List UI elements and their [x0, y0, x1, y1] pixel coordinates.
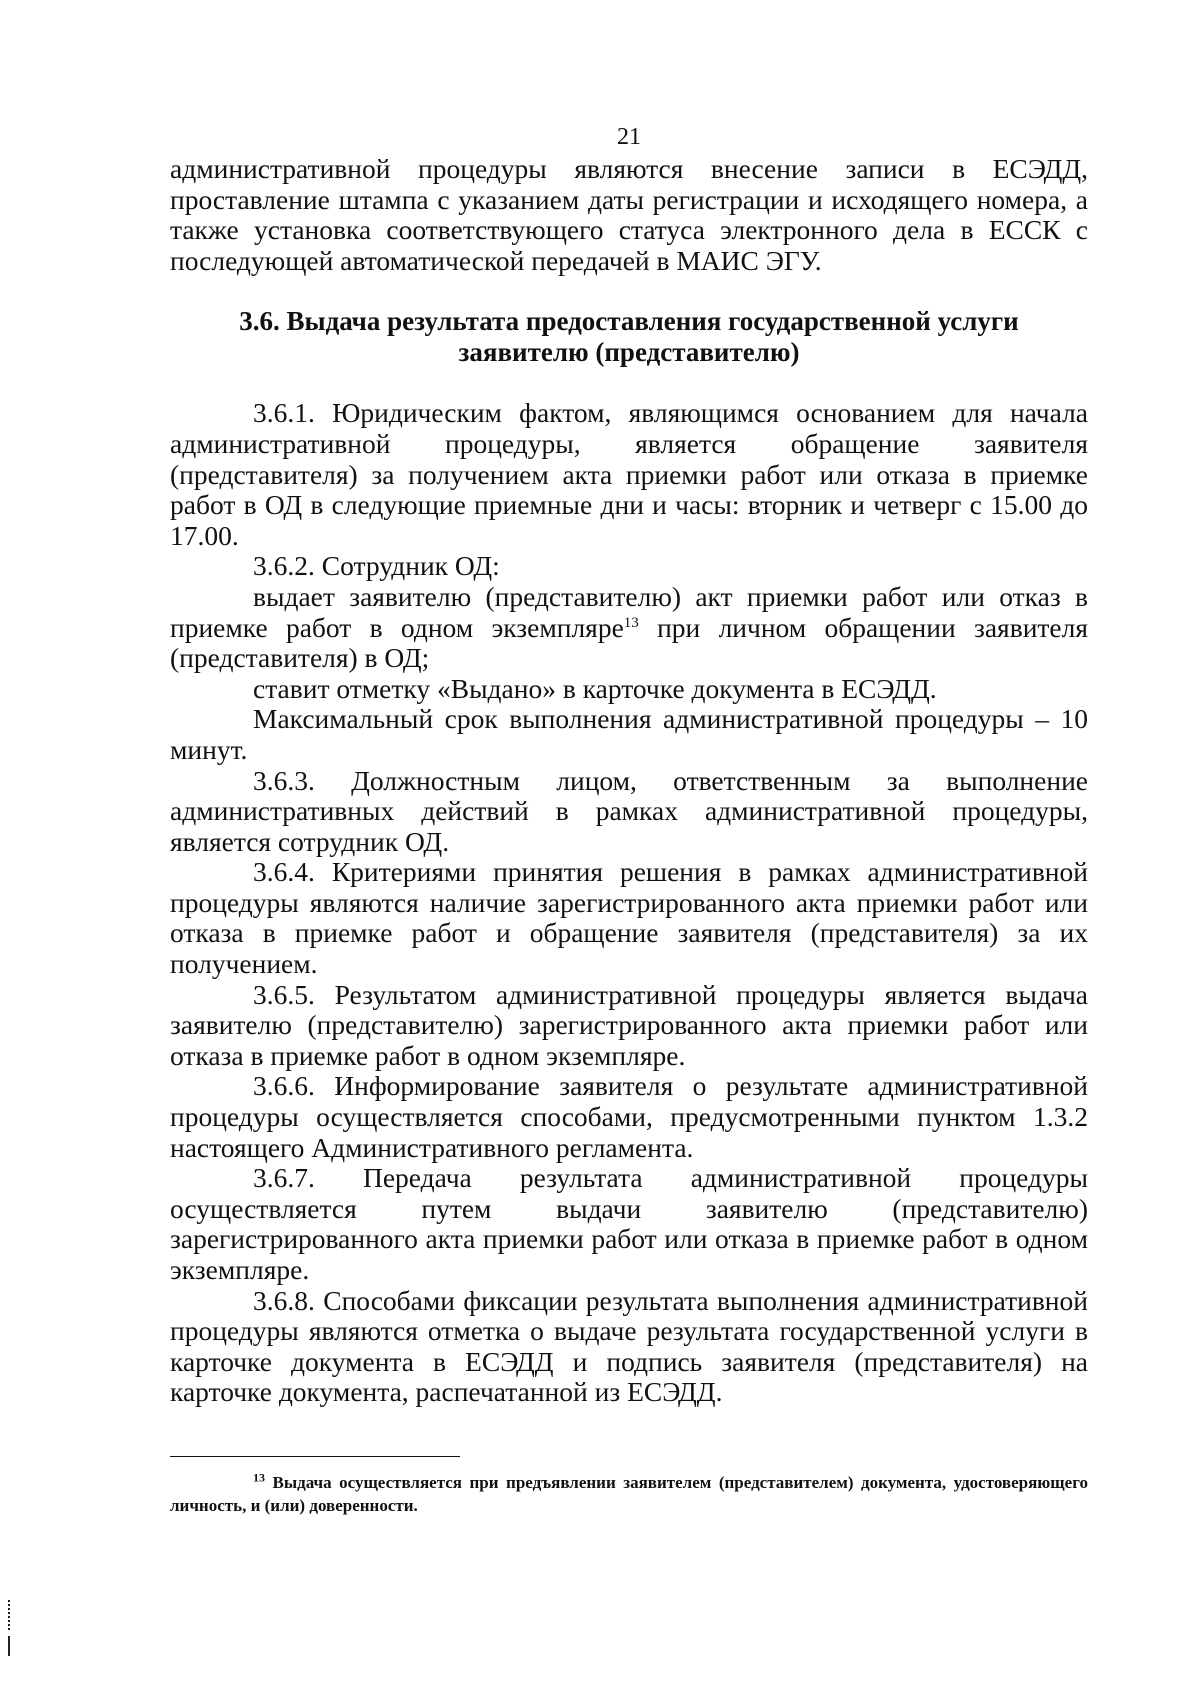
paragraph-3-6-2-issue-text-end: при личном обращении заявителя (представителя) в ОД;	[170, 611, 1089, 674]
paragraph-3-6-2-issue-text: выдает заявителю (представителю) акт приемки работ или отказ в приемке работ в одном экземпляре	[170, 580, 1088, 643]
document-page	[170, 122, 1088, 1517]
paragraph-3-6-3: 3.6.3. Должностным лицом, ответственным за выполнение административных действий в рамках административной процедуры, является сотрудник ОД.	[170, 764, 1088, 857]
footnote-divider	[170, 1456, 460, 1457]
paragraph-3-6-4: 3.6.4. Критериями принятия решения в рамках административной процедуры являются наличие зарегистрированного акта приемки работ или отказа в приемке работ и обращение заявителя (представителя) за их получением.	[170, 856, 1088, 980]
intro-paragraph: административной процедуры являются внесение записи в ЕСЭДД, проставление штампа с указанием даты регистрации и исходящего номера, а также установка соответствующего статуса электронного дела в ЕССК с последующей автоматической передачей в МАИС ЭГУ.	[170, 153, 1088, 276]
paragraph-max-time: Максимальный срок выполнения административной процедуры – 10 минут.	[170, 703, 1088, 765]
paragraph-3-6-5: 3.6.5. Результатом административной процедуры является выдача заявителю (представителю) зарегистрированного акта приемки работ или отказа в приемке работ в одном экземпляре.	[170, 978, 1088, 1071]
paragraph-3-6-8: 3.6.8. Способами фиксации результата выполнения административной процедуры являются отметка о выдаче результата государственной услуги в карточке документа в ЕСЭДД и подпись заявителя (представителя) на карточке документа, распечатанной из ЕСЭДД.	[170, 1284, 1088, 1408]
paragraph-3-6-1: 3.6.1. Юридическим фактом, являющимся основанием для начала административной процедуры, является обращение заявителя (представителя) за получением акта приемки работ или отказа в приемке работ в ОД в следующие приемные дни и часы: вторник и четверг с 15.00 до 17.00.	[170, 397, 1088, 551]
footnote-number: 13	[253, 1470, 265, 1485]
footnote-text: Выдача осуществляется при предъявлении заявителем (представителем) документа, удостоверяющего личность, и (или) доверенности.	[170, 1472, 1088, 1515]
page-number: 21	[617, 124, 641, 150]
paragraph-3-6-2-issue	[170, 582, 1088, 674]
section-heading	[170, 306, 1088, 368]
paragraph-3-6-6: 3.6.6. Информирование заявителя о результате административной процедуры осуществляется способами, предусмотренными пунктом 1.3.2 настоящего Административного регламента.	[170, 1070, 1088, 1163]
scan-dots-mark	[8, 1600, 12, 1630]
paragraph-3-6-2-mark: ставит отметку «Выдано» в карточке документа в ЕСЭДД.	[253, 672, 937, 704]
section-heading-line2: заявителю (представителю)	[458, 337, 800, 368]
section-heading-line1: 3.6. Выдача результата предоставления государственной услуги	[239, 306, 1019, 337]
footnote	[170, 1471, 1088, 1517]
scan-bar-mark	[8, 1636, 10, 1656]
paragraph-3-6-2: 3.6.2. Сотрудник ОД:	[253, 550, 500, 582]
paragraph-3-6-7: 3.6.7. Передача результата административной процедуры осуществляется путем выдачи заявителю (представителю) зарегистрированного акта приемки работ или отказа в приемке работ в одном экземпляре.	[170, 1162, 1088, 1285]
scan-margin-marks	[8, 1600, 10, 1658]
footnote-reference[interactable]: 13	[623, 614, 639, 631]
